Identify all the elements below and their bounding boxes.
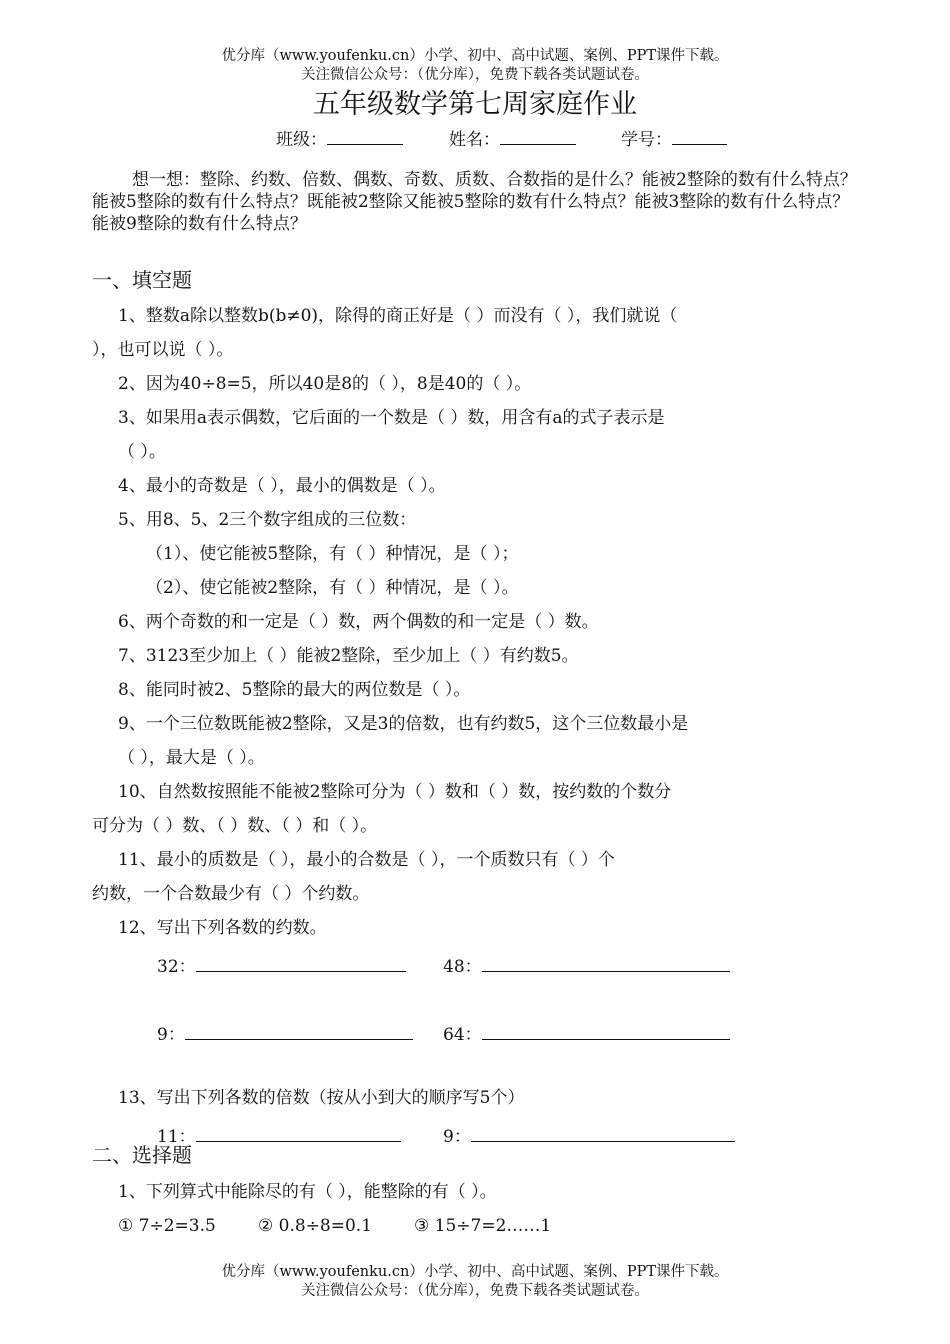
q11-line-a: 11、最小的质数是（ ），最小的合数是（ ），一个质数只有（ ）个	[118, 850, 615, 870]
q11-line-b: 约数，一个合数最少有（ ）个约数。	[92, 884, 370, 904]
header-line-1: 优分库（www.youfenku.cn）小学、初中、高中试题、案例、PPT课件下载。	[221, 48, 729, 64]
q5-part-2: （2）、使它能被2整除，有（ ）种情况，是（ ）。	[146, 578, 519, 598]
q10-line-a: 10、自然数按照能不能被2整除可分为（ ）数和（ ）数，按约数的个数分	[118, 782, 672, 802]
q7: 7、3123至少加上（ ）能被2整除，至少加上（ ）有约数5。	[118, 646, 579, 666]
name-blank	[500, 126, 576, 145]
id-label: 学号	[621, 130, 655, 150]
q9-line-b: （ ），最大是（ ）。	[118, 748, 265, 768]
q6: 6、两个奇数的和一定是（ ）数，两个偶数的和一定是（ ）数。	[118, 612, 599, 632]
footer-line-1: 优分库（www.youfenku.cn）小学、初中、高中试题、案例、PPT课件下载。	[221, 1264, 729, 1280]
id-field: 学号：	[621, 126, 727, 150]
page-title: 五年级数学第七周家庭作业	[313, 89, 637, 120]
mc-q1: 1、下列算式中能除尽的有（ ），能整除的有（ ）。	[118, 1182, 497, 1202]
section1-heading: 一、填空题	[92, 268, 192, 292]
q1-line-a: 1、整数a除以整数b(b≠0)，除得的商正好是（ ）而没有（ ），我们就说（	[118, 306, 678, 326]
q12-item-32: 32：	[157, 953, 406, 977]
q9-line-a: 9、一个三位数既能被2整除，又是3的倍数，也有约数5，这个三位数最小是	[118, 714, 689, 734]
q3-line-b: （ ）。	[118, 442, 166, 462]
q5: 5、用8、5、2三个数字组成的三位数：	[118, 510, 417, 530]
class-label: 班级	[276, 130, 310, 150]
header-line-2: 关注微信公众号：（优分库），免费下载各类试题试卷。	[301, 67, 649, 83]
answer-blank	[185, 1021, 413, 1040]
name-label: 姓名	[449, 130, 483, 150]
q13: 13、写出下列各数的倍数（按从小到大的顺序写5个）	[118, 1088, 525, 1108]
mc-option-1: ① 7÷2=3.5	[118, 1216, 216, 1236]
mc-option-3: ③ 15÷7=2……1	[414, 1216, 552, 1236]
q13-item-11: 11：	[157, 1123, 401, 1147]
q3-line-a: 3、如果用a表示偶数，它后面的一个数是（ ）数，用含有a的式子表示是	[118, 408, 665, 428]
footer-line-2: 关注微信公众号：（优分库），免费下载各类试题试卷。	[301, 1283, 649, 1299]
section2-heading: 二、选择题	[92, 1143, 192, 1167]
q12-item-9: 9：	[157, 1021, 413, 1045]
answer-blank	[196, 953, 406, 972]
q13-item-9: 9：	[443, 1123, 735, 1147]
q12: 12、写出下列各数的约数。	[118, 918, 327, 938]
mc-option-2: ② 0.8÷8=0.1	[258, 1216, 373, 1236]
q5-part-1: （1）、使它能被5整除，有（ ）种情况，是（ ）；	[146, 544, 519, 564]
q12-item-48: 48：	[443, 953, 730, 977]
q1-line-b: ），也可以说（ ）。	[92, 340, 234, 360]
class-field: 班级：	[276, 126, 403, 150]
class-blank	[327, 126, 403, 145]
id-blank	[672, 126, 727, 145]
answer-blank	[482, 953, 730, 972]
name-field: 姓名：	[449, 126, 576, 150]
answer-blank	[482, 1021, 730, 1040]
q8: 8、能同时被2、5整除的最大的两位数是（ ）。	[118, 680, 471, 700]
answer-blank	[471, 1123, 735, 1142]
q2: 2、因为40÷8=5，所以40是8的（ ），8是40的（ ）。	[118, 374, 532, 394]
q4: 4、最小的奇数是（ ），最小的偶数是（ ）。	[118, 476, 446, 496]
q10-line-b: 可分为（ ）数、（ ）数、（ ）和（ ）。	[92, 816, 378, 836]
intro-paragraph: 想一想：整除、约数、倍数、偶数、奇数、质数、合数指的是什么？能被2整除的数有什么特点？能被5整除的数有什么特点？既能被2整除又能被5整除的数有什么特点？能被3整除的数有什么特点？能被9整除的数有什么特点？	[92, 170, 857, 234]
answer-blank	[196, 1123, 401, 1142]
q12-item-64: 64：	[443, 1021, 730, 1045]
